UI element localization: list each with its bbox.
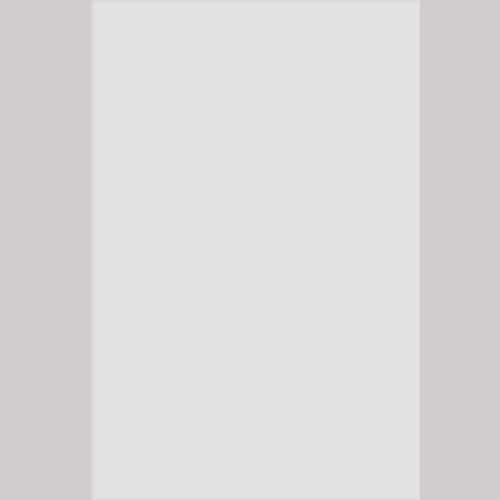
book-page	[90, 0, 420, 500]
table-of-contents	[118, 135, 386, 144]
